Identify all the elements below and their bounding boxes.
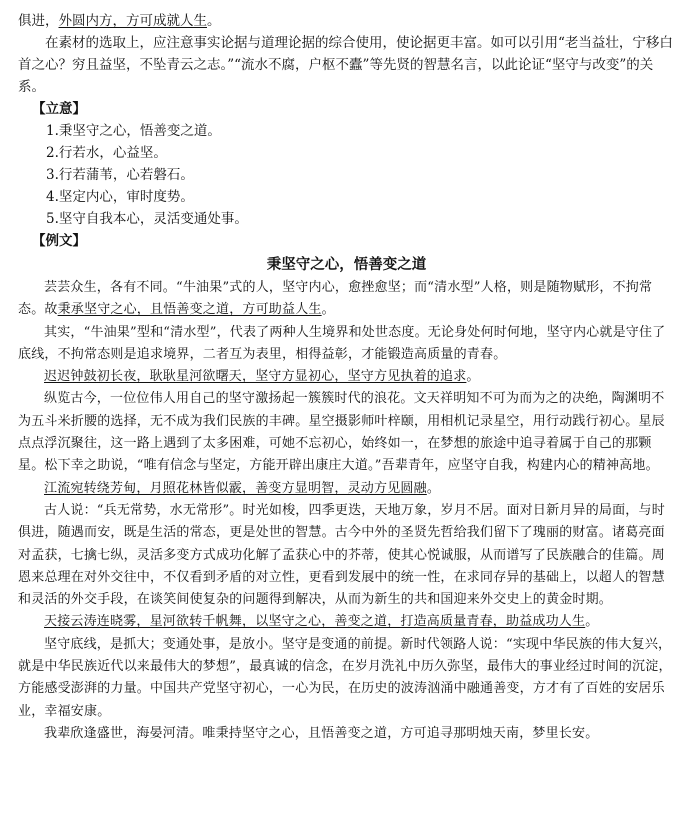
essay-subheading (18, 611, 675, 633)
essay-paragraph: 其实，“牛油果”型和“清水型”，代表了两种人生境界和处世态度。无论身处何时何地，坚守内心就是守住了底线，不拘常态则是追求境界，二者互为表里，相得益彰，才能锻造高质量的青春。 (18, 324, 666, 362)
essay-paragraph: 我辈欣逢盛世，海晏河清。唯秉持坚守之心，且悟善变之道，方可追寻那明烛天南，梦里长安。 (44, 725, 599, 741)
underlined-phrase: 秉承坚守之心，且悟善变之道，方可助益人生 (57, 302, 322, 318)
liwen-heading: 【例文】 (32, 233, 86, 249)
underlined-phrase: 迟迟钟鼓初长夜，耿耿星河欲曙天，坚守方显初心，坚守方见执着的追求 (44, 369, 467, 385)
liyi-list (18, 120, 675, 230)
liyi-item: 1.秉坚守之心，悟善变之道。 (46, 123, 221, 139)
essay-text: 。 (321, 302, 335, 318)
essay-body (18, 277, 675, 745)
essay-text: 。 (426, 480, 441, 496)
essay-text: 。 (585, 614, 599, 630)
essay-paragraph (18, 277, 675, 322)
intro-text: 。 (207, 13, 221, 29)
essay-text: 。 (466, 369, 480, 385)
essay-text: 芸芸众生，各有不同。“牛油果”式的人，坚守内心，愈挫愈坚；而“清水型”人格，则是随物赋形，不拘常态。故 (18, 280, 653, 318)
liyi-item: 3.行若蒲苇，心若磐石。 (46, 167, 194, 183)
essay-subheading (18, 366, 675, 388)
liyi-item: 4.坚定内心，审时度势。 (46, 189, 194, 205)
essay-paragraph: 古人说：“兵无常势，水无常形”。时光如梭，四季更迭，天地万象，岁月不居。面对日新月异的局面，与时俱进，随遇而安，既是生活的常态，更是处世的智慧。古今中外的圣贤先哲给我们留下了瑰丽的财富。诸葛亮面对孟获，七擒七纵，灵活多变方式成功化解了孟获心中的芥蒂，使其心悦诚服，从而谱写了民族融合的佳篇。周恩来总理在对外交往中，不仅看到矛盾的对立性，更看到发展中的统一性，在求同存异的基础上，以超人的智慧和灵活的外交手段，在谈笑间使复杂的问题得到解决，从而为新生的共和国迎来外交史上的黄金时期。 (18, 502, 665, 608)
intro-line (18, 10, 675, 32)
underlined-phrase: 江流宛转绕芳甸，月照花林皆似霰，善变方显明智，灵动方见圆融 (44, 480, 427, 496)
essay-subheading (18, 478, 675, 500)
liyi-item: 2.行若水，心益坚。 (46, 145, 167, 161)
essay-paragraph: 坚守底线，是抓大；变通处事，是放小。坚守是变通的前提。新时代领路人说：“实现中华民族的伟大复兴，就是中华民族近代以来最伟大的梦想”，最真诚的信念，在岁月洗礼中历久弥坚，最伟大的事业经过时间的沉淀，方能感受澎湃的力量。中国共产党坚守初心，一心为民，在历史的波涛汹涌中融通善变，方才有了百姓的安居乐业，幸福安康。 (18, 636, 672, 719)
intro-paragraph: 在素材的选取上，应注意事实论据与道理论据的综合使用，使论据更丰富。如可以引用“老当益壮，宁移白首之心？穷且益坚，不坠青云之志。”“流水不腐，户枢不蠹”等先贤的智慧名言，以此论证“坚守与改变”的关系。 (18, 35, 673, 95)
essay-title: 秉坚守之心，悟善变之道 (266, 256, 427, 273)
liyi-item: 5.坚守自我本心，灵活变通处事。 (46, 211, 248, 227)
underlined-phrase: 天接云涛连晓雾，星河欲转千帆舞，以坚守之心，善变之道，打造高质量青春，助益成功人生 (44, 614, 586, 630)
liyi-heading: 【立意】 (32, 101, 86, 117)
intro-text: 俱进， (18, 13, 59, 29)
essay-paragraph: 纵览古今，一位位伟人用自己的坚守激扬起一簇簇时代的浪花。文天祥明知不可为而为之的决绝，陶渊明不为五斗米折腰的选择，无不成为我们民族的丰碑。星空摄影师叶梓颐，用相机记录星空，用行动践行初心。星辰点点浮沉聚往，这一路上遇到了太多困难，可她不忘初心，始终如一，在梦想的旅途中追寻着属于自己的那颗星。松下幸之助说，“唯有信念与坚定，方能开辟出康庄大道。”吾辈青年，应坚守自我，构建内心的精神高地。 (18, 391, 665, 474)
underlined-phrase: 外圆内方，方可成就人生 (58, 13, 207, 29)
